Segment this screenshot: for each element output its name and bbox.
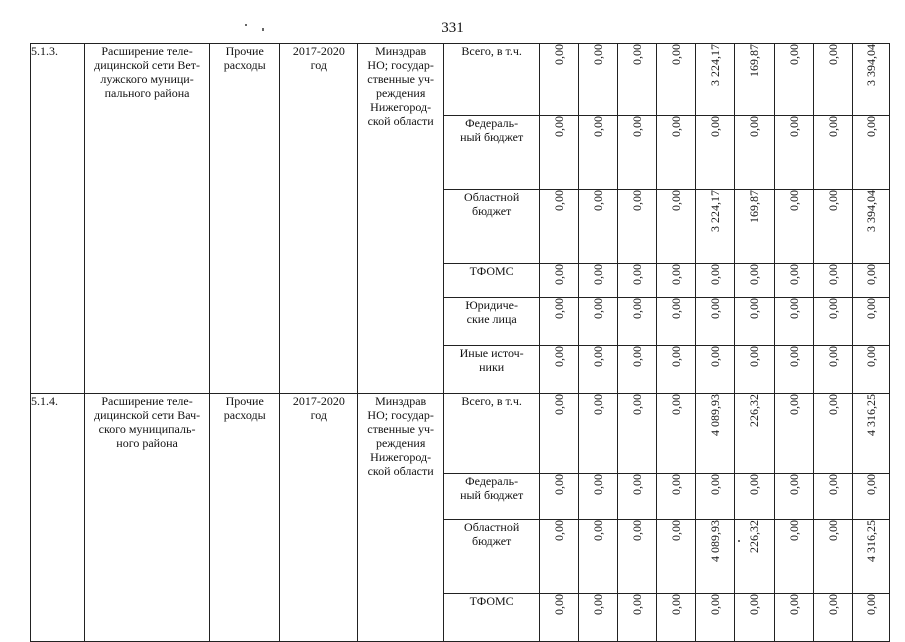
amount-cell bbox=[775, 190, 814, 264]
amount-cell bbox=[695, 190, 734, 264]
amount-cell bbox=[579, 116, 618, 190]
expense-type bbox=[209, 44, 280, 394]
funding-source-line: бюджет bbox=[472, 534, 512, 548]
amount-cell bbox=[540, 394, 579, 474]
expense-type-line: расходы bbox=[223, 58, 266, 72]
amount-value: 0,00 bbox=[591, 298, 605, 319]
amount-value: 0,00 bbox=[668, 116, 683, 137]
period-line: 2017-2020 bbox=[292, 394, 345, 408]
scan-speck bbox=[245, 24, 247, 26]
period-line: год bbox=[310, 408, 328, 422]
amount-cell bbox=[734, 44, 775, 116]
amount-cell bbox=[695, 594, 734, 642]
funding-source-line: ТФОМС bbox=[469, 594, 514, 608]
amount-cell bbox=[656, 190, 695, 264]
executor-line: Минздрав bbox=[375, 44, 427, 58]
amount-value: 169,87 bbox=[747, 190, 762, 223]
program-name-line: пального района bbox=[104, 86, 190, 100]
amount-cell bbox=[656, 594, 695, 642]
amount-value: 0,00 bbox=[668, 594, 683, 615]
amount-cell bbox=[656, 474, 695, 520]
amount-cell bbox=[853, 520, 890, 594]
funding-source bbox=[444, 346, 540, 394]
executor-line: ской области bbox=[367, 114, 434, 128]
amount-cell bbox=[579, 190, 618, 264]
amount-cell bbox=[734, 298, 775, 346]
amount-cell bbox=[853, 298, 890, 346]
amount-value: 4 089,93 bbox=[707, 520, 722, 562]
program-name-line: дицинской сети Вет- bbox=[94, 58, 200, 72]
amount-cell bbox=[853, 44, 890, 116]
amount-cell bbox=[814, 394, 853, 474]
amount-value: 0,00 bbox=[629, 190, 644, 211]
amount-value: 226,32 bbox=[747, 394, 762, 427]
funding-source-line: ТФОМС bbox=[469, 264, 514, 278]
amount-value: 0,00 bbox=[668, 346, 683, 367]
amount-cell bbox=[775, 298, 814, 346]
executor-line: Минздрав bbox=[375, 394, 427, 408]
funding-source-line: ники bbox=[479, 360, 505, 374]
amount-value: 0,00 bbox=[668, 190, 683, 211]
funding-source bbox=[444, 44, 540, 116]
executor-line: ской области bbox=[367, 464, 434, 478]
amount-value: 0,00 bbox=[629, 394, 644, 415]
amount-value: 0,00 bbox=[668, 520, 683, 541]
amount-cell bbox=[617, 520, 656, 594]
executor-line: ственные уч- bbox=[367, 72, 435, 86]
amount-value: 0,00 bbox=[864, 298, 879, 319]
amount-cell bbox=[579, 474, 618, 520]
program-name-line: ского муниципаль- bbox=[98, 422, 196, 436]
amount-value: 0,00 bbox=[826, 264, 841, 285]
expense-type-line: Прочие bbox=[225, 44, 264, 58]
amount-value: 0,00 bbox=[787, 116, 802, 137]
amount-value: 0,00 bbox=[552, 116, 567, 137]
amount-value: 0,00 bbox=[591, 394, 605, 415]
program-name-line: ного района bbox=[116, 436, 178, 450]
amount-cell bbox=[775, 346, 814, 394]
amount-cell bbox=[656, 346, 695, 394]
amount-cell bbox=[617, 264, 656, 298]
amount-value: 0,00 bbox=[629, 594, 644, 615]
amount-cell bbox=[579, 394, 618, 474]
page-number: 331 bbox=[441, 20, 464, 36]
amount-cell bbox=[814, 116, 853, 190]
funding-source bbox=[444, 298, 540, 346]
executor bbox=[358, 44, 444, 394]
amount-cell bbox=[617, 116, 656, 190]
amount-value: 0,00 bbox=[668, 298, 683, 319]
amount-value: 0,00 bbox=[707, 298, 722, 319]
amount-value: 0,00 bbox=[747, 264, 762, 285]
amount-cell bbox=[540, 474, 579, 520]
scan-speck bbox=[738, 540, 740, 542]
amount-value: 0,00 bbox=[629, 346, 644, 367]
amount-cell bbox=[853, 190, 890, 264]
amount-value: 226,32 bbox=[747, 520, 762, 553]
scan-speck bbox=[262, 28, 264, 31]
period-line: год bbox=[310, 58, 328, 72]
amount-value: 3 394,04 bbox=[864, 190, 879, 232]
amount-cell bbox=[775, 594, 814, 642]
amount-value: 0,00 bbox=[787, 264, 802, 285]
funding-source-line: Федераль- bbox=[465, 116, 519, 130]
amount-cell bbox=[617, 298, 656, 346]
amount-value: 0,00 bbox=[864, 264, 879, 285]
amount-value: 0,00 bbox=[787, 520, 802, 541]
amount-value: 0,00 bbox=[826, 394, 841, 415]
funding-source-line: Иные источ- bbox=[459, 346, 524, 360]
funding-source bbox=[444, 520, 540, 594]
program-name-line: Расширение теле- bbox=[101, 394, 193, 408]
amount-value: 0,00 bbox=[787, 394, 802, 415]
program-code: 5.1.3. bbox=[31, 44, 85, 394]
funding-source-line: Областной bbox=[464, 190, 520, 204]
amount-cell bbox=[540, 44, 579, 116]
amount-cell bbox=[540, 594, 579, 642]
amount-value: 0,00 bbox=[591, 264, 605, 285]
amount-value: 0,00 bbox=[707, 264, 722, 285]
amount-value: 0,00 bbox=[552, 346, 567, 367]
executor-line: Нижегород- bbox=[370, 450, 432, 464]
amount-cell bbox=[579, 346, 618, 394]
program-name-line: дицинской сети Вач- bbox=[94, 408, 201, 422]
amount-cell bbox=[579, 264, 618, 298]
amount-value: 0,00 bbox=[707, 594, 722, 615]
amount-value: 0,00 bbox=[552, 264, 567, 285]
amount-cell bbox=[734, 346, 775, 394]
executor bbox=[358, 394, 444, 642]
amount-value: 0,00 bbox=[826, 116, 841, 137]
program-code: 5.1.4. bbox=[31, 394, 85, 642]
amount-value: 0,00 bbox=[591, 190, 605, 211]
period bbox=[280, 394, 358, 642]
amount-cell bbox=[814, 298, 853, 346]
expense-type bbox=[209, 394, 280, 642]
amount-cell bbox=[695, 346, 734, 394]
amount-value: 0,00 bbox=[747, 346, 762, 367]
amount-value: 0,00 bbox=[668, 264, 683, 285]
funding-source-line: ный бюджет bbox=[460, 488, 524, 502]
amount-value: 0,00 bbox=[552, 44, 567, 65]
amount-value: 4 089,93 bbox=[707, 394, 722, 436]
amount-cell bbox=[656, 264, 695, 298]
amount-cell bbox=[617, 346, 656, 394]
amount-cell bbox=[853, 346, 890, 394]
amount-cell bbox=[814, 520, 853, 594]
amount-value: 0,00 bbox=[629, 116, 644, 137]
funding-source-line: ские лица bbox=[466, 312, 517, 326]
amount-value: 4 316,25 bbox=[864, 394, 879, 436]
amount-cell bbox=[853, 474, 890, 520]
amount-cell bbox=[775, 264, 814, 298]
amount-cell bbox=[814, 474, 853, 520]
amount-cell bbox=[695, 264, 734, 298]
amount-cell bbox=[617, 594, 656, 642]
amount-value: 0,00 bbox=[826, 474, 841, 495]
amount-value: 169,87 bbox=[747, 44, 762, 77]
amount-value: 0,00 bbox=[552, 190, 567, 211]
amount-cell bbox=[540, 116, 579, 190]
amount-value: 0,00 bbox=[552, 520, 567, 541]
amount-cell bbox=[617, 44, 656, 116]
executor-line: реждения bbox=[375, 86, 426, 100]
amount-cell bbox=[656, 44, 695, 116]
amount-cell bbox=[695, 394, 734, 474]
amount-value: 0,00 bbox=[826, 190, 841, 211]
amount-value: 0,00 bbox=[668, 44, 683, 65]
amount-value: 0,00 bbox=[668, 474, 683, 495]
amount-value: 0,00 bbox=[707, 346, 722, 367]
executor-line: НО; государ- bbox=[367, 58, 434, 72]
amount-cell bbox=[695, 116, 734, 190]
amount-value: 0,00 bbox=[864, 346, 879, 367]
expense-type-line: расходы bbox=[223, 408, 266, 422]
amount-cell bbox=[814, 346, 853, 394]
period-line: 2017-2020 bbox=[292, 44, 345, 58]
amount-cell bbox=[775, 520, 814, 594]
amount-cell bbox=[540, 346, 579, 394]
period bbox=[280, 44, 358, 394]
executor-line: Нижегород- bbox=[370, 100, 432, 114]
amount-value: 0,00 bbox=[552, 474, 567, 495]
funding-source-line: Всего, в т.ч. bbox=[461, 394, 522, 408]
amount-value: 0,00 bbox=[826, 520, 841, 541]
amount-value: 0,00 bbox=[864, 594, 879, 615]
amount-value: 0,00 bbox=[787, 190, 802, 211]
amount-value: 0,00 bbox=[591, 520, 605, 541]
amount-cell bbox=[734, 264, 775, 298]
amount-cell bbox=[617, 394, 656, 474]
executor-line: НО; государ- bbox=[367, 408, 434, 422]
funding-source bbox=[444, 190, 540, 264]
amount-cell bbox=[695, 44, 734, 116]
funding-source bbox=[444, 116, 540, 190]
funding-source bbox=[444, 264, 540, 298]
amount-cell bbox=[695, 298, 734, 346]
amount-value: 0,00 bbox=[707, 116, 722, 137]
amount-cell bbox=[814, 190, 853, 264]
expense-type-line: Прочие bbox=[225, 394, 264, 408]
amount-cell bbox=[734, 394, 775, 474]
amount-cell bbox=[656, 298, 695, 346]
amount-value: 0,00 bbox=[747, 474, 762, 495]
funding-source bbox=[444, 474, 540, 520]
amount-cell bbox=[814, 594, 853, 642]
program-name-line: Расширение теле- bbox=[101, 44, 193, 58]
funding-source bbox=[444, 394, 540, 474]
funding-source-line: Всего, в т.ч. bbox=[461, 44, 522, 58]
amount-value: 0,00 bbox=[787, 298, 802, 319]
amount-value: 0,00 bbox=[787, 594, 802, 615]
amount-cell bbox=[617, 190, 656, 264]
amount-cell bbox=[734, 190, 775, 264]
amount-cell bbox=[775, 394, 814, 474]
amount-value: 3 224,17 bbox=[707, 190, 722, 232]
amount-cell bbox=[734, 520, 775, 594]
executor-line: ственные уч- bbox=[367, 422, 435, 436]
amount-cell bbox=[734, 594, 775, 642]
amount-cell bbox=[695, 474, 734, 520]
amount-value: 0,00 bbox=[629, 264, 644, 285]
amount-value: 0,00 bbox=[826, 298, 841, 319]
amount-value: 0,00 bbox=[552, 594, 567, 615]
amount-value: 0,00 bbox=[747, 298, 762, 319]
amount-cell bbox=[540, 520, 579, 594]
amount-cell bbox=[617, 474, 656, 520]
amount-cell bbox=[540, 298, 579, 346]
amount-cell bbox=[734, 116, 775, 190]
funding-source-line: Федераль- bbox=[465, 474, 519, 488]
amount-value: 0,00 bbox=[826, 594, 841, 615]
amount-value: 0,00 bbox=[787, 474, 802, 495]
executor-line: реждения bbox=[375, 436, 426, 450]
amount-value: 0,00 bbox=[591, 116, 605, 137]
amount-cell bbox=[540, 264, 579, 298]
amount-value: 0,00 bbox=[668, 394, 683, 415]
amount-cell bbox=[814, 264, 853, 298]
amount-cell bbox=[853, 394, 890, 474]
amount-cell bbox=[695, 520, 734, 594]
amount-value: 0,00 bbox=[552, 298, 567, 319]
amount-value: 3 394,04 bbox=[864, 44, 879, 86]
amount-value: 0,00 bbox=[864, 116, 879, 137]
amount-cell bbox=[775, 44, 814, 116]
amount-value: 0,00 bbox=[629, 474, 644, 495]
amount-cell bbox=[775, 474, 814, 520]
program-name bbox=[85, 44, 210, 394]
amount-cell bbox=[853, 594, 890, 642]
amount-value: 0,00 bbox=[629, 520, 644, 541]
program-name bbox=[85, 394, 210, 642]
amount-value: 4 316,25 bbox=[864, 520, 879, 562]
amount-value: 0,00 bbox=[787, 346, 802, 367]
amount-cell bbox=[775, 116, 814, 190]
amount-cell bbox=[579, 520, 618, 594]
amount-value: 0,00 bbox=[864, 474, 879, 495]
amount-value: 0,00 bbox=[591, 474, 605, 495]
amount-cell bbox=[656, 520, 695, 594]
funding-source-line: ный бюджет bbox=[460, 130, 524, 144]
amount-value: 0,00 bbox=[747, 594, 762, 615]
amount-cell bbox=[734, 474, 775, 520]
table-row bbox=[31, 394, 890, 474]
amount-cell bbox=[579, 298, 618, 346]
funding-source bbox=[444, 594, 540, 642]
funding-source-line: бюджет bbox=[472, 204, 512, 218]
amount-value: 0,00 bbox=[826, 44, 841, 65]
amount-value: 0,00 bbox=[707, 474, 722, 495]
program-name-line: лужского муници- bbox=[100, 72, 194, 86]
amount-cell bbox=[540, 190, 579, 264]
funding-source-line: Юридиче- bbox=[465, 298, 518, 312]
funding-source-line: Областной bbox=[464, 520, 520, 534]
amount-cell bbox=[579, 594, 618, 642]
amount-cell bbox=[853, 264, 890, 298]
amount-cell bbox=[656, 116, 695, 190]
amount-cell bbox=[814, 44, 853, 116]
amount-value: 0,00 bbox=[787, 44, 802, 65]
amount-value: 0,00 bbox=[747, 116, 762, 137]
amount-value: 0,00 bbox=[826, 346, 841, 367]
amount-value: 0,00 bbox=[591, 44, 605, 65]
amount-value: 3 224,17 bbox=[707, 44, 722, 86]
amount-value: 0,00 bbox=[552, 394, 567, 415]
amount-value: 0,00 bbox=[591, 594, 605, 615]
amount-value: 0,00 bbox=[629, 298, 644, 319]
budget-table bbox=[30, 43, 890, 642]
amount-cell bbox=[656, 394, 695, 474]
table-row bbox=[31, 44, 890, 116]
amount-value: 0,00 bbox=[591, 346, 605, 367]
amount-cell bbox=[853, 116, 890, 190]
amount-cell bbox=[579, 44, 618, 116]
amount-value: 0,00 bbox=[629, 44, 644, 65]
